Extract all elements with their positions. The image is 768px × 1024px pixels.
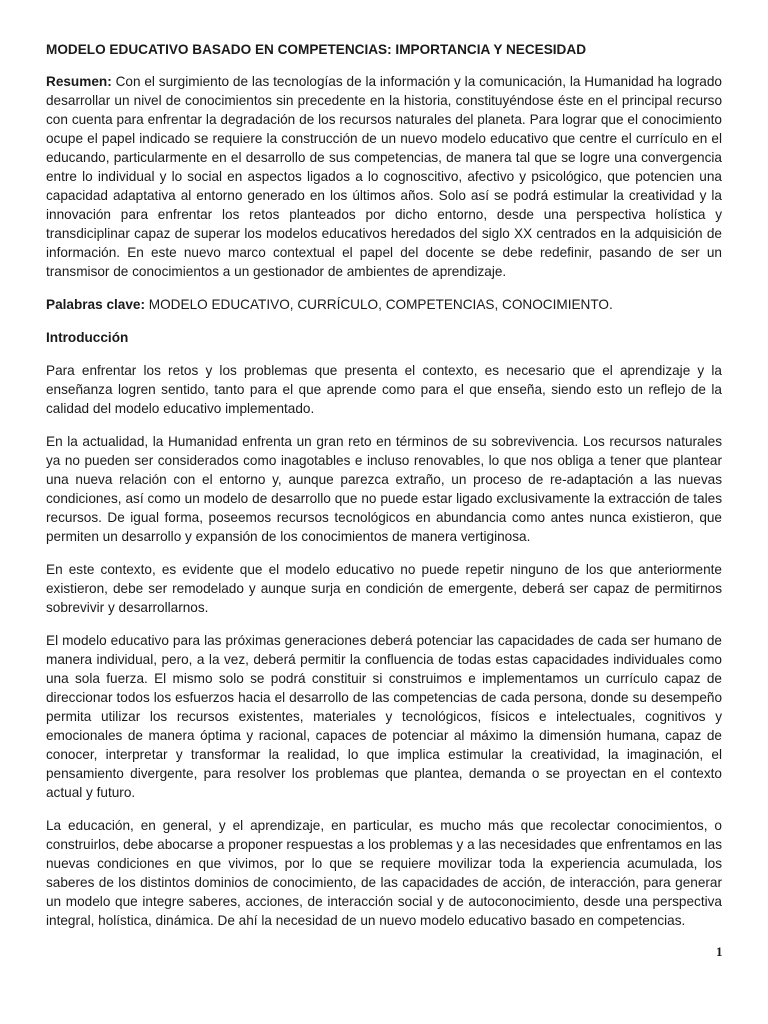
body-paragraph-5: La educación, en general, y el aprendizaje, en particular, es mucho más que recolectar conocimientos, o construirlos, debe abocarse a proponer respuestas a los problemas y a las necesidades que enfrentamos en las nuevas condiciones en que vivimos, por lo que se requiere movilizar toda la experiencia acumulada, los saberes de los distintos dominios de conocimiento, de las capacidades de acción, de interacción, para generar un modelo que integre saberes, acciones, de interacción social y de autoconocimiento, desde una perspectiva integral, holística, dinámica. De ahí la necesidad de un nuevo modelo educativo basado en competencias. [46,818,722,928]
body-paragraph-1: Para enfrentar los retos y los problemas que presenta el contexto, es necesario que el aprendizaje y la enseñanza logren sentido, tanto para el que aprende como para el que enseña, siendo esto un reflejo de la calidad del modelo educativo implementado. [46,363,722,416]
keywords-label: Palabras clave: [46,297,145,312]
page-number: 1 [716,944,723,959]
introduction-heading: Introducción [46,330,129,345]
abstract-paragraph [46,72,722,281]
keywords-paragraph [46,295,722,314]
abstract-label: Resumen: [46,74,112,89]
document-page [46,40,722,944]
document-title: MODELO EDUCATIVO BASADO EN COMPETENCIAS: IMPORTANCIA Y NECESIDAD [46,42,587,57]
body-paragraph-4: El modelo educativo para las próximas generaciones deberá potenciar las capacidades de cada ser humano de manera individual, pero, a la vez, deberá permitir la confluencia de todas estas capacidades individuales como una sola fuerza. El mismo solo se podrá constituir si construimos e implementamos un currículo capaz de direccionar todos los esfuerzos hacia el desarrollo de las competencias de cada persona, donde su desempeño permita utilizar los recursos existentes, materiales y tecnológicos, físicos e intelectuales, cognitivos y emocionales de manera óptima y racional, capaces de potenciar al máximo la dimensión humana, capaz de conocer, interpretar y transformar la realidad, lo que implica estimular la creatividad, la imaginación, el pensamiento divergente, para resolver los problemas que plantea, demanda o se proyectan en el contexto actual y futuro. [46,633,722,800]
body-paragraph-2: En la actualidad, la Humanidad enfrenta un gran reto en términos de su sobrevivencia. Los recursos naturales ya no pueden ser considerados como inagotables e incluso renovables, lo que nos obliga a tener que plantear una nueva relación con el entorno y, aunque parezca extraño, un proceso de re-adaptación a las nuevas condiciones, así como un modelo de desarrollo que no puede estar ligado exclusivamente la extracción de tales recursos. De igual forma, poseemos recursos tecnológicos en abundancia como antes nunca existieron, que permiten un desarrollo y expansión de los conocimientos de manera vertiginosa. [46,434,722,544]
body-paragraph-3: En este contexto, es evidente que el modelo educativo no puede repetir ninguno de los que anteriormente existieron, debe ser remodelado y aunque surja en condición de emergente, deberá ser capaz de permitirnos sobrevivir y desarrollarnos. [46,562,722,615]
abstract-text: Con el surgimiento de las tecnologías de la información y la comunicación, la Humanidad ha logrado desarrollar un nivel de conocimientos sin precedente en la historia, constituyéndose éste en el principal recurso con cuenta para enfrentar la degradación de los recursos naturales del planeta. Para lograr que el conocimiento ocupe el papel indicado se requiere la construcción de un nuevo modelo educativo que centre el currículo en el educando, particularmente en el desarrollo de sus competencias, de manera tal que se logre una convergencia entre lo individual y lo social en aspectos ligados a lo cognoscitivo, afectivo y psicológico, que potencien una capacidad adaptativa al entorno generado en los últimos años. Solo así se podrá estimular la creatividad y la innovación para enfrentar los retos planteados por dicho entorno, desde una perspectiva holística y transdiciplinar capaz de superar los modelos educativos heredados del siglo XX centrados en la adquisición de información. En este nuevo marco contextual el papel del docente se debe redefinir, pasando de ser un transmisor de conocimientos a un gestionador de ambientes de aprendizaje. [46,74,722,279]
keywords-text: MODELO EDUCATIVO, CURRÍCULO, COMPETENCIAS, CONOCIMIENTO. [148,297,613,312]
